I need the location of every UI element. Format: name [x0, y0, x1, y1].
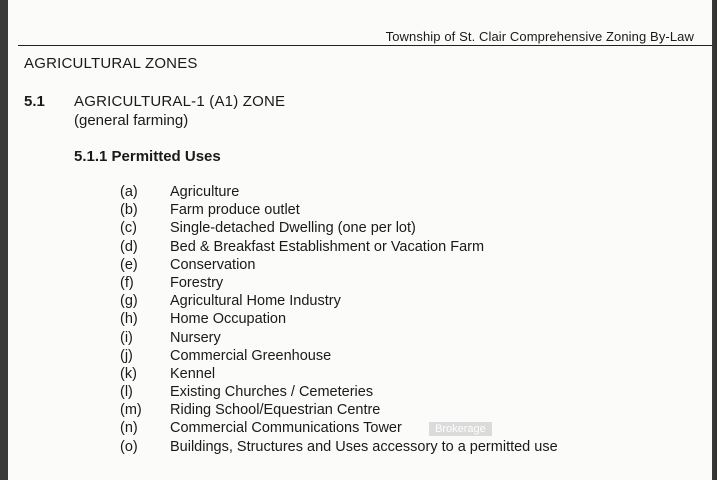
list-item	[120, 383, 558, 401]
list-item	[120, 183, 558, 201]
section-heading: AGRICULTURAL ZONES	[24, 55, 198, 72]
page-edge-shadow	[712, 0, 717, 480]
list-item-text: Buildings, Structures and Uses accessory to a permitted use	[170, 438, 558, 455]
list-item	[120, 256, 558, 274]
list-item	[120, 238, 558, 256]
list-item-letter: (g)	[120, 293, 138, 310]
header-divider	[18, 45, 712, 46]
list-item-text: Agriculture	[170, 184, 240, 200]
zone-title: AGRICULTURAL-1 (A1) ZONE	[74, 93, 286, 110]
list-item-letter: (c)	[120, 220, 137, 237]
list-item	[120, 292, 558, 310]
list-item-letter: (j)	[120, 347, 133, 364]
list-item	[120, 329, 558, 347]
list-item-text: Farm produce outlet	[170, 202, 300, 219]
list-item	[120, 310, 558, 328]
list-item-letter: (f)	[120, 274, 134, 291]
brokerage-watermark: Brokerage	[429, 422, 492, 436]
list-item-letter: (e)	[120, 256, 138, 273]
list-item-text: Nursery	[170, 329, 221, 346]
list-item-text: Home Occupation	[170, 311, 287, 328]
list-item-text: Kennel	[170, 365, 216, 382]
list-item-text: Forestry	[170, 274, 224, 291]
list-item-text: Agricultural Home Industry	[170, 293, 341, 310]
list-item-letter: (k)	[120, 365, 137, 382]
list-item-text: Riding School/Equestrian Centre	[170, 402, 381, 419]
list-item-letter: (o)	[120, 438, 138, 455]
list-item-letter: (l)	[120, 384, 133, 401]
list-item-text: Bed & Breakfast Establishment or Vacation Farm	[170, 238, 485, 255]
list-item-text: Existing Churches / Cemeteries	[170, 384, 374, 401]
list-item-letter: (b)	[120, 202, 138, 219]
list-item	[120, 365, 558, 383]
list-item-letter: (a)	[120, 184, 138, 200]
list-item-text: Conservation	[170, 256, 256, 273]
list-item	[120, 274, 558, 292]
zone-number: 5.1	[24, 93, 45, 110]
list-item-text: Commercial Greenhouse	[170, 347, 332, 364]
list-item-text: Single-detached Dwelling (one per lot)	[170, 220, 416, 237]
list-item	[120, 419, 558, 437]
zone-subtitle: (general farming)	[74, 112, 189, 129]
list-item	[120, 201, 558, 219]
list-item-letter: (h)	[120, 311, 138, 328]
list-item-letter: (n)	[120, 420, 138, 437]
subsection-heading: 5.1.1 Permitted Uses	[74, 148, 221, 165]
list-item-letter: (m)	[120, 402, 142, 419]
permitted-uses-list	[120, 183, 558, 456]
list-item	[120, 401, 558, 419]
list-item	[120, 438, 558, 456]
list-item-text: Commercial Communications Tower	[170, 420, 402, 437]
document-page	[8, 0, 712, 480]
document-header-title: Township of St. Clair Comprehensive Zoning By-Law	[385, 29, 694, 44]
list-item	[120, 219, 558, 237]
list-item	[120, 347, 558, 365]
list-item-letter: (i)	[120, 329, 133, 346]
list-item-letter: (d)	[120, 238, 138, 255]
